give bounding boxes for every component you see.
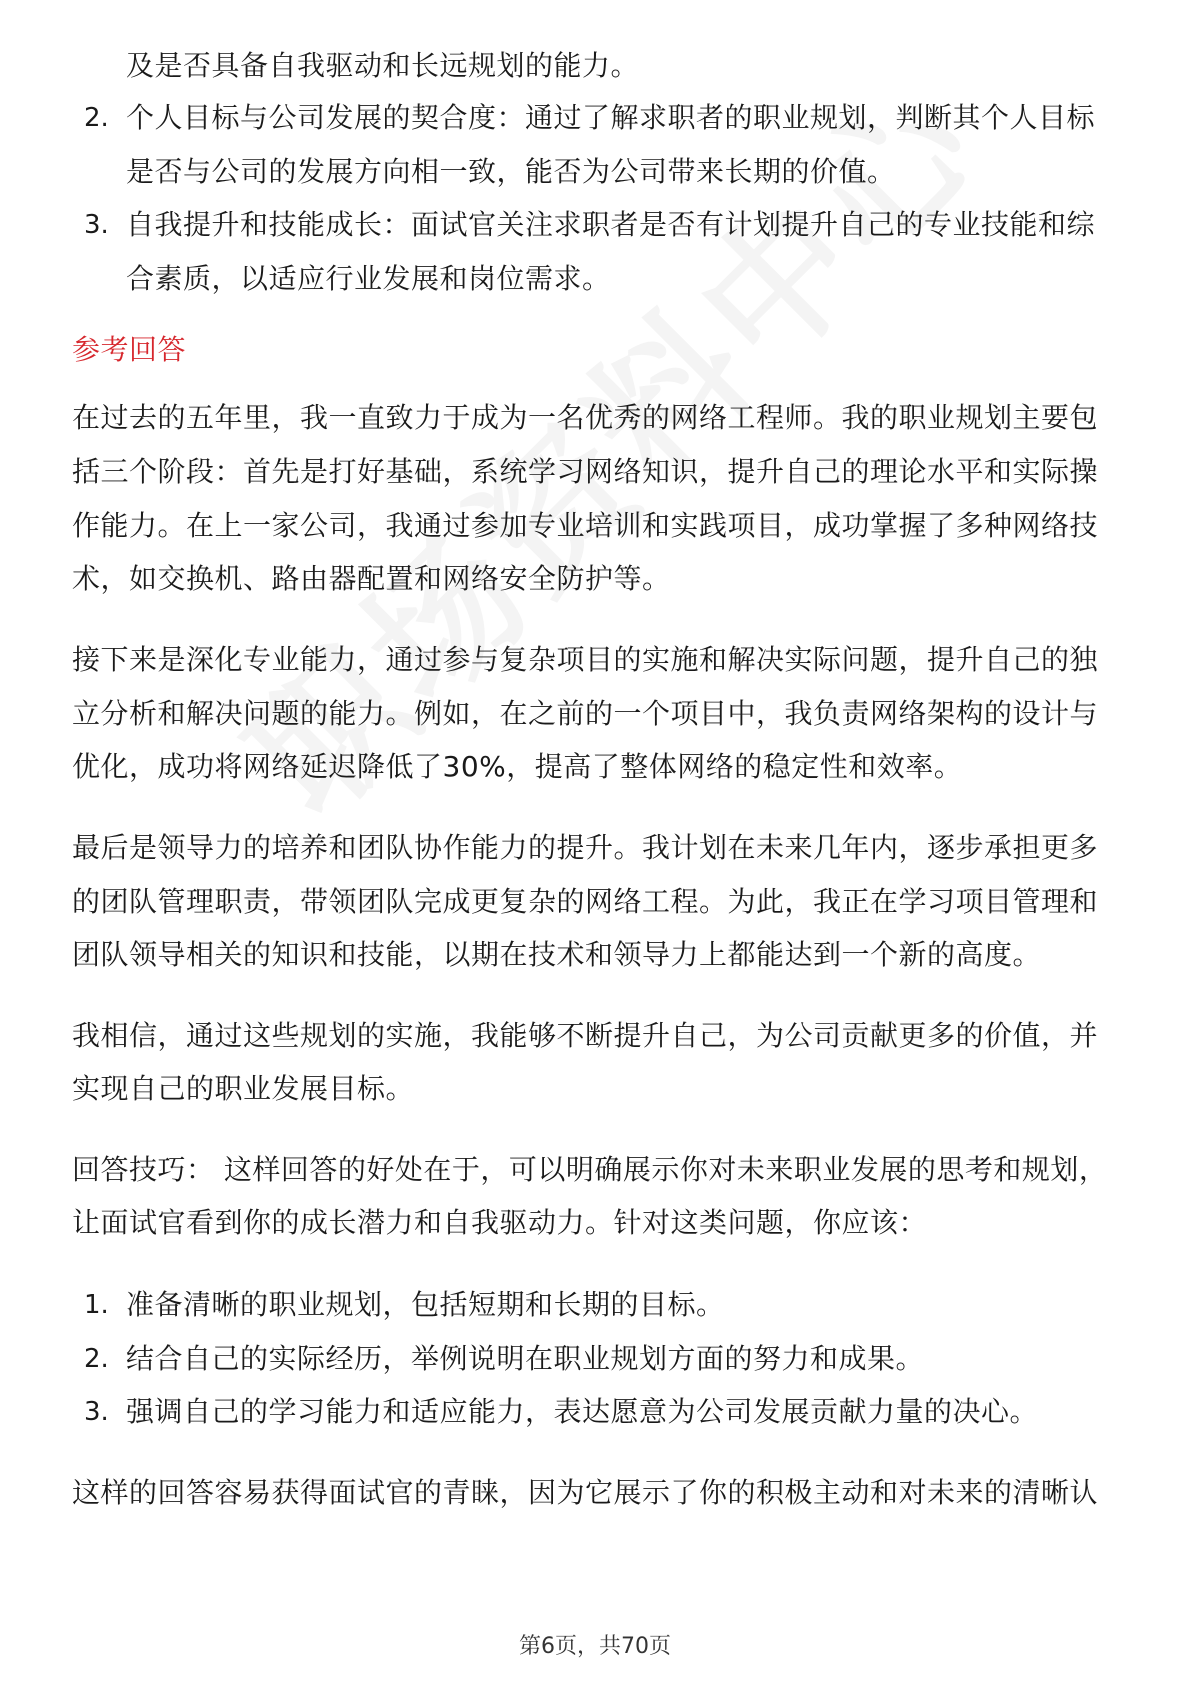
list-item-continuation: 及是否具备自我驱动和长远规划的能力。 xyxy=(126,49,640,82)
list-number: 2. xyxy=(84,103,109,133)
page-number: 第6页，共70页 xyxy=(519,1634,671,1659)
paragraph-line: 在过去的五年里，我一直致力于成为一名优秀的网络工程师。我的职业规划主要包 xyxy=(72,401,1099,434)
list-item: 强调自己的学习能力和适应能力，表达愿意为公司发展贡献力量的决心。 xyxy=(126,1395,1039,1428)
paragraph-line: 立分析和解决问题的能力。例如，在之前的一个项目中，我负责网络架构的设计与 xyxy=(72,697,1099,730)
list-item-line: 合素质，以适应行业发展和岗位需求。 xyxy=(126,262,611,295)
paragraph-line: 作能力。在上一家公司，我通过参加专业培训和实践项目，成功掌握了多种网络技 xyxy=(72,509,1099,542)
list-item-line: 个人目标与公司发展的契合度：通过了解求职者的职业规划，判断其个人目标 xyxy=(126,101,1096,134)
list-number: 3. xyxy=(84,1397,109,1427)
list-item: 结合自己的实际经历，举例说明在职业规划方面的努力和成果。 xyxy=(126,1342,925,1375)
paragraph-line: 回答技巧： 这样回答的好处在于，可以明确展示你对未来职业发展的思考和规划， xyxy=(72,1153,1108,1186)
list-number: 3. xyxy=(84,210,109,240)
paragraph-line: 我相信，通过这些规划的实施，我能够不断提升自己，为公司贡献更多的价值，并 xyxy=(72,1019,1099,1052)
list-number: 2. xyxy=(84,1344,109,1374)
paragraph-line: 让面试官看到你的成长潜力和自我驱动力。针对这类问题，你应该： xyxy=(72,1206,928,1239)
closing-line: 这样的回答容易获得面试官的青睐，因为它展示了你的积极主动和对未来的清晰认 xyxy=(72,1476,1099,1509)
paragraph-line: 接下来是深化专业能力，通过参与复杂项目的实施和解决实际问题，提升自己的独 xyxy=(72,643,1099,676)
paragraph-line: 括三个阶段：首先是打好基础，系统学习网络知识，提升自己的理论水平和实际操 xyxy=(72,455,1099,488)
paragraph-line: 实现自己的职业发展目标。 xyxy=(72,1072,415,1105)
list-item: 准备清晰的职业规划，包括短期和长期的目标。 xyxy=(126,1288,725,1321)
list-number: 1. xyxy=(84,1290,109,1320)
paragraph-line: 最后是领导力的培养和团队协作能力的提升。我计划在未来几年内，逐步承担更多 xyxy=(72,831,1099,864)
list-item-line: 是否与公司的发展方向相一致，能否为公司带来长期的价值。 xyxy=(126,155,896,188)
paragraph-line: 优化，成功将网络延迟降低了30%，提高了整体网络的稳定性和效率。 xyxy=(72,750,963,783)
paragraph-line: 团队领导相关的知识和技能，以期在技术和领导力上都能达到一个新的高度。 xyxy=(72,938,1042,971)
section-heading: 参考回答 xyxy=(72,333,187,366)
paragraph-line: 的团队管理职责，带领团队完成更复杂的网络工程。为此，我正在学习项目管理和 xyxy=(72,885,1099,918)
paragraph-line: 术，如交换机、路由器配置和网络安全防护等。 xyxy=(72,562,671,595)
list-item-line: 自我提升和技能成长：面试官关注求职者是否有计划提升自己的专业技能和综 xyxy=(126,208,1096,241)
